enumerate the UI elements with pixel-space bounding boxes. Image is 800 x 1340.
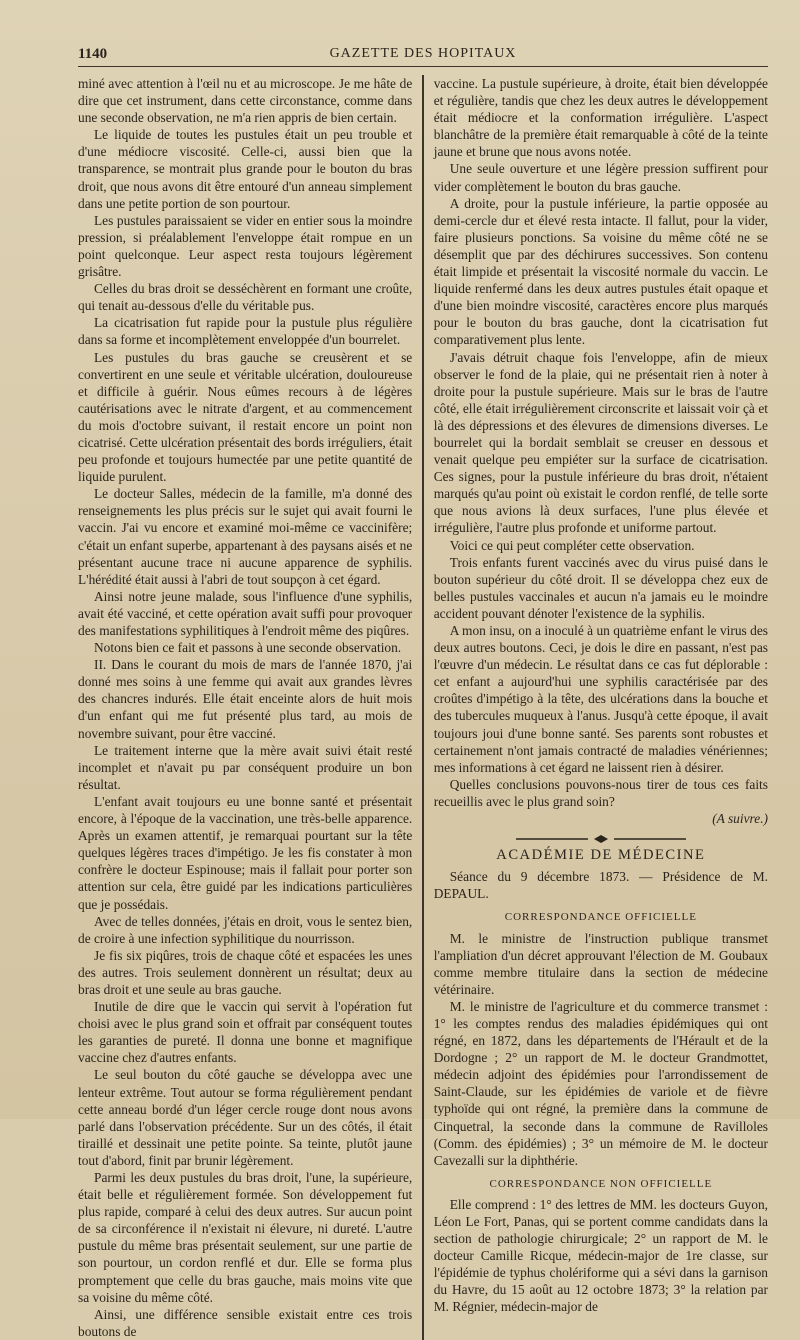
paragraph: Elle comprend : 1° des lettres de MM. les docteurs Guyon, Léon Le Fort, Panas, qui se portent comme candidats dans la section de pathologie chirurgicale; 2° un rapport de M. le docteur Camille Ricque, médecin-major de 1re classe, sur l'épidémie de typhus cholériforme qui a sévi dans la garnison du Havre, du 15 août au 12 octobre 1873; 3° la relation par M. Régnier, médecin-major de	[433, 1196, 768, 1315]
paragraph: Le traitement interne que la mère avait suivi était resté incomplet et n'avait pu par conséquent produire un bon résultat.	[78, 742, 413, 792]
paragraph: Celles du bras droit se desséchèrent en formant une croûte, qui tenait au-dessous d'elle du véritable pus.	[78, 281, 413, 314]
seance-line: Séance du 9 décembre 1873. — Présidence de M. DEPAUL.	[433, 869, 768, 902]
journal-title: GAZETTE DES HOPITAUX	[329, 46, 517, 61]
paragraph: Le seul bouton du côté gauche se développa avec une lenteur extrême. Tout autour se forma régulièrement pendant cette anneau bordé d'un léger cercle rouge dont nous avons parlé dans l'observation précédente. Sur un des côtés, il était tiraillé et dessinait une petite pointe. Sa teinte, plutôt jaune tout d'abord, finit par brunir légèrement.	[78, 1067, 413, 1168]
paragraph: Je fis six piqûres, trois de chaque côté et espacées les unes des autres. Trois seulement donnèrent un résultat; deux au bras droit et une seule au bras gauche.	[78, 947, 413, 997]
right-column	[434, 75, 768, 1340]
page-number: 1140	[78, 46, 108, 62]
column-divider	[422, 75, 423, 1340]
official-correspondence-heading: CORRESPONDANCE OFFICIELLE	[504, 911, 697, 924]
paragraph: Ainsi notre jeune malade, sous l'influence d'une syphilis, avait été vacciné, et cette opération avait suffi pour provoquer des manifestations syphilitiques à l'endroit même des piqûres.	[78, 588, 413, 638]
to-be-continued: (A suivre.)	[712, 811, 768, 827]
nonofficial-correspondence-heading: CORRESPONDANCE NON OFFICIELLE	[489, 1177, 713, 1190]
page-header	[78, 40, 768, 67]
paragraph: M. le ministre de l'instruction publique transmet l'ampliation d'un décret approuvant l'élection de M. Goubaux comme membre titulaire dans la section de médecine vétérinaire.	[433, 930, 768, 997]
paragraph: La cicatrisation fut rapide pour la pustule plus régulière dans sa forme et incomplètement enveloppée d'un bourrelet.	[78, 315, 413, 348]
paragraph: Inutile de dire que le vaccin qui servit à l'opération fut choisi avec le plus grand soin et offrait par conséquent toutes les garanties de pureté. Il donna une bonne et magnifique vaccine chez d'autres enfants.	[78, 999, 413, 1066]
section-title: ACADÉMIE DE MÉDECINE	[496, 847, 706, 864]
paragraph: Avec de telles données, j'étais en droit, vous le sentez bien, de croire à une infection syphilitique du nourrisson.	[78, 913, 413, 946]
article-columns	[78, 75, 768, 1340]
paragraph: Le liquide de toutes les pustules était un peu trouble et d'une médiocre viscosité. Celle-ci, aussi bien que la transparence, se montrait plus grande pour le bouton du bras droit, que nous avons dit être entouré d'un anneau simplement dans une petite portion de son pourtour.	[78, 127, 413, 211]
paragraph: M. le ministre de l'agriculture et du commerce transmet : 1° les comptes rendus des maladies épidémiques qui ont régné, en 1872, dans les départements de l'Hérault et de la Dordogne ; 2° un rapport de M. le docteur Grandmottet, médecin adjoint des épidémies pour l'arrondissement de Saint-Claude, sur les épidémies de variole et de fièvre typhoïde qui ont régné, la première dans la commune de Cinquetral, la seconde dans la commune de Ravilloles (Comm. des épidémies) ; 3° un mémoire de M. le docteur Cavezalli sur la diphthérie.	[433, 998, 768, 1168]
paragraph: Les pustules paraissaient se vider en entier sous la moindre pression, si préalablement l'enveloppe était rompue en un point quelconque. Leur aspect resta toujours légèrement grisâtre.	[78, 212, 413, 280]
paragraph: miné avec attention à l'œil nu et au microscope. Je me hâte de dire que cet instrument, dans cette circonstance, comme dans une seconde observation, ne m'a rien appris de bien certain.	[78, 76, 413, 126]
paragraph: Notons bien ce fait et passons à une seconde observation.	[94, 640, 402, 656]
paragraph: Ainsi, une différence sensible existait entre ces trois boutons de	[78, 1306, 413, 1339]
paragraph: Voici ce qui peut compléter cette observation.	[449, 537, 695, 553]
paragraph: L'enfant avait toujours eu une bonne santé et présentait encore, à l'époque de la vaccination, une très-belle apparence. Après un examen attentif, je remarquai pourtant sur la tête quelques légères traces d'impétigo. Je les fis constater à mon confrère le docteur Espinouse; mais il fallait pour porter son attention sur cela, être guidé par les indications particulières que je possédais.	[78, 793, 413, 912]
paragraph: Trois enfants furent vaccinés avec du virus puisé dans le bouton supérieur du côté droit. Il se développa chez eux de belles pustules vaccinales et aucun n'a jamais eu le moindre accident pouvant dénoter l'existence de la syphilis.	[433, 554, 768, 621]
paragraph: Le docteur Salles, médecin de la famille, m'a donné des renseignements les plus précis sur le sujet qui avait fourni le vaccin. J'ai vu encore et examiné moi-même ce vaccinifère; c'était un enfant superbe, appartenant à des paysans aisés et ne présentant aucune trace ni aucune apparence de syphilis. L'hérédité était aussi à l'abri de tout soupçon à cet égard.	[78, 486, 413, 587]
paragraph: Une seule ouverture et une légère pression suffirent pour vider complètement le bouton du bras gauche.	[433, 161, 768, 194]
paragraph: A droite, pour la pustule inférieure, la partie opposée au demi-cercle dur et élevé resta intacte. Il fallut, pour la vider, faire plusieurs ponctions. Sa voisine du même côté ne se désemplit que par des déchirures successives. Son contenu était limpide et présentait la viscosité normale du vaccin. Le liquide renfermé dans les deux autres pustules était opaque et d'une bien moindre viscosité, caractères encore plus marqués pour le bouton du bras gauche, dont la cicatrisation fut comparativement plus lente.	[433, 195, 768, 348]
paragraph: J'avais détruit chaque fois l'enveloppe, afin de mieux observer le fond de la plaie, qui ne présentait rien à noter à droite pour la pustule supérieure. Mais sur le bras de l'autre côté, elle était irrégulièrement circonscrite et laissait voir çà et là des dépressions et des élevures de dimensions diverses. Le bourrelet qui la bordait semblait se creuser en dessous et venait quelque peu empiéter sur la surface de cicatrisation. Ces signes, pour la pustule inférieure du bras droit, n'étaient marqués qu'au point où existait le cordon renflé, de telle sorte que nous avions là deux surfaces, l'une plus élevée et irrégulière, l'autre plus profonde et uniforme partout.	[433, 349, 768, 536]
paragraph: A mon insu, on a inoculé à un quatrième enfant le virus des deux autres boutons. Ceci, je dois le dire en passant, n'est pas l'œuvre d'un médecin. Le résultat dans ce cas fut déplorable : cet enfant a aujourd'hui une syphilis caractérisée par des croûtes d'impétigo à la tête, des ulcérations dans la bouche et des tubercules muqueux à l'anus. Jusqu'à cette époque, il avait toujours joui d'une bonne santé. Ses parents sont robustes et certainement n'ont jamais contracté de maladies vénériennes; mes informations à cet égard ne laissent rien à désirer.	[433, 623, 768, 775]
left-column	[78, 75, 412, 1340]
section-ornament	[434, 834, 768, 844]
paragraph: Les pustules du bras gauche se creusèrent et se convertirent en une seule et véritable ulcération, douloureuse et difficile à guérir. Nous eûmes recours à de légères cautérisations avec le nitrate d'argent, et au commencement du mois d'octobre suivant, il restait encore un point non cicatrisé. Cette ulcération présentait des bords irréguliers, était peu profonde et toujours humectée par une petite quantité de liquide purulent.	[78, 349, 413, 485]
paragraph: Parmi les deux pustules du bras droit, l'une, la supérieure, était belle et régulièrement formée. Son développement fut plus rapide, comparé à celui des deux autres. Sur aucun point de sa circonférence il n'existait ni élevure, ni dureté. L'autre pustule du même bras présentait seulement, sur une partie de son pourtour, un cordon renflé et dur. Elle se forma plus promptement que celle du bras gauche, mais moins vite que sa voisine du même côté.	[78, 1170, 413, 1305]
paragraph: vaccine. La pustule supérieure, à droite, était bien développée et régulière, tandis que chez les deux autres le développement était médiocre et la conformation irrégulière. L'aspect blanchâtre de la première était remarquable à côté de la teinte jaune et brune que nous avons notée.	[433, 76, 768, 160]
ornament-rule-icon	[516, 834, 686, 844]
paragraph: Quelles conclusions pouvons-nous tirer de tous ces faits recueillis avec le plus grand soin?	[433, 776, 768, 809]
paragraph: II. Dans le courant du mois de mars de l'année 1870, j'ai donné mes soins à une femme qui avait aux grandes lèvres des chancres indurés. Elle était enceinte alors de huit mois d'un enfant qui me fut présenté plus tard, au mois de novembre suivant, pour être vacciné.	[78, 657, 413, 741]
